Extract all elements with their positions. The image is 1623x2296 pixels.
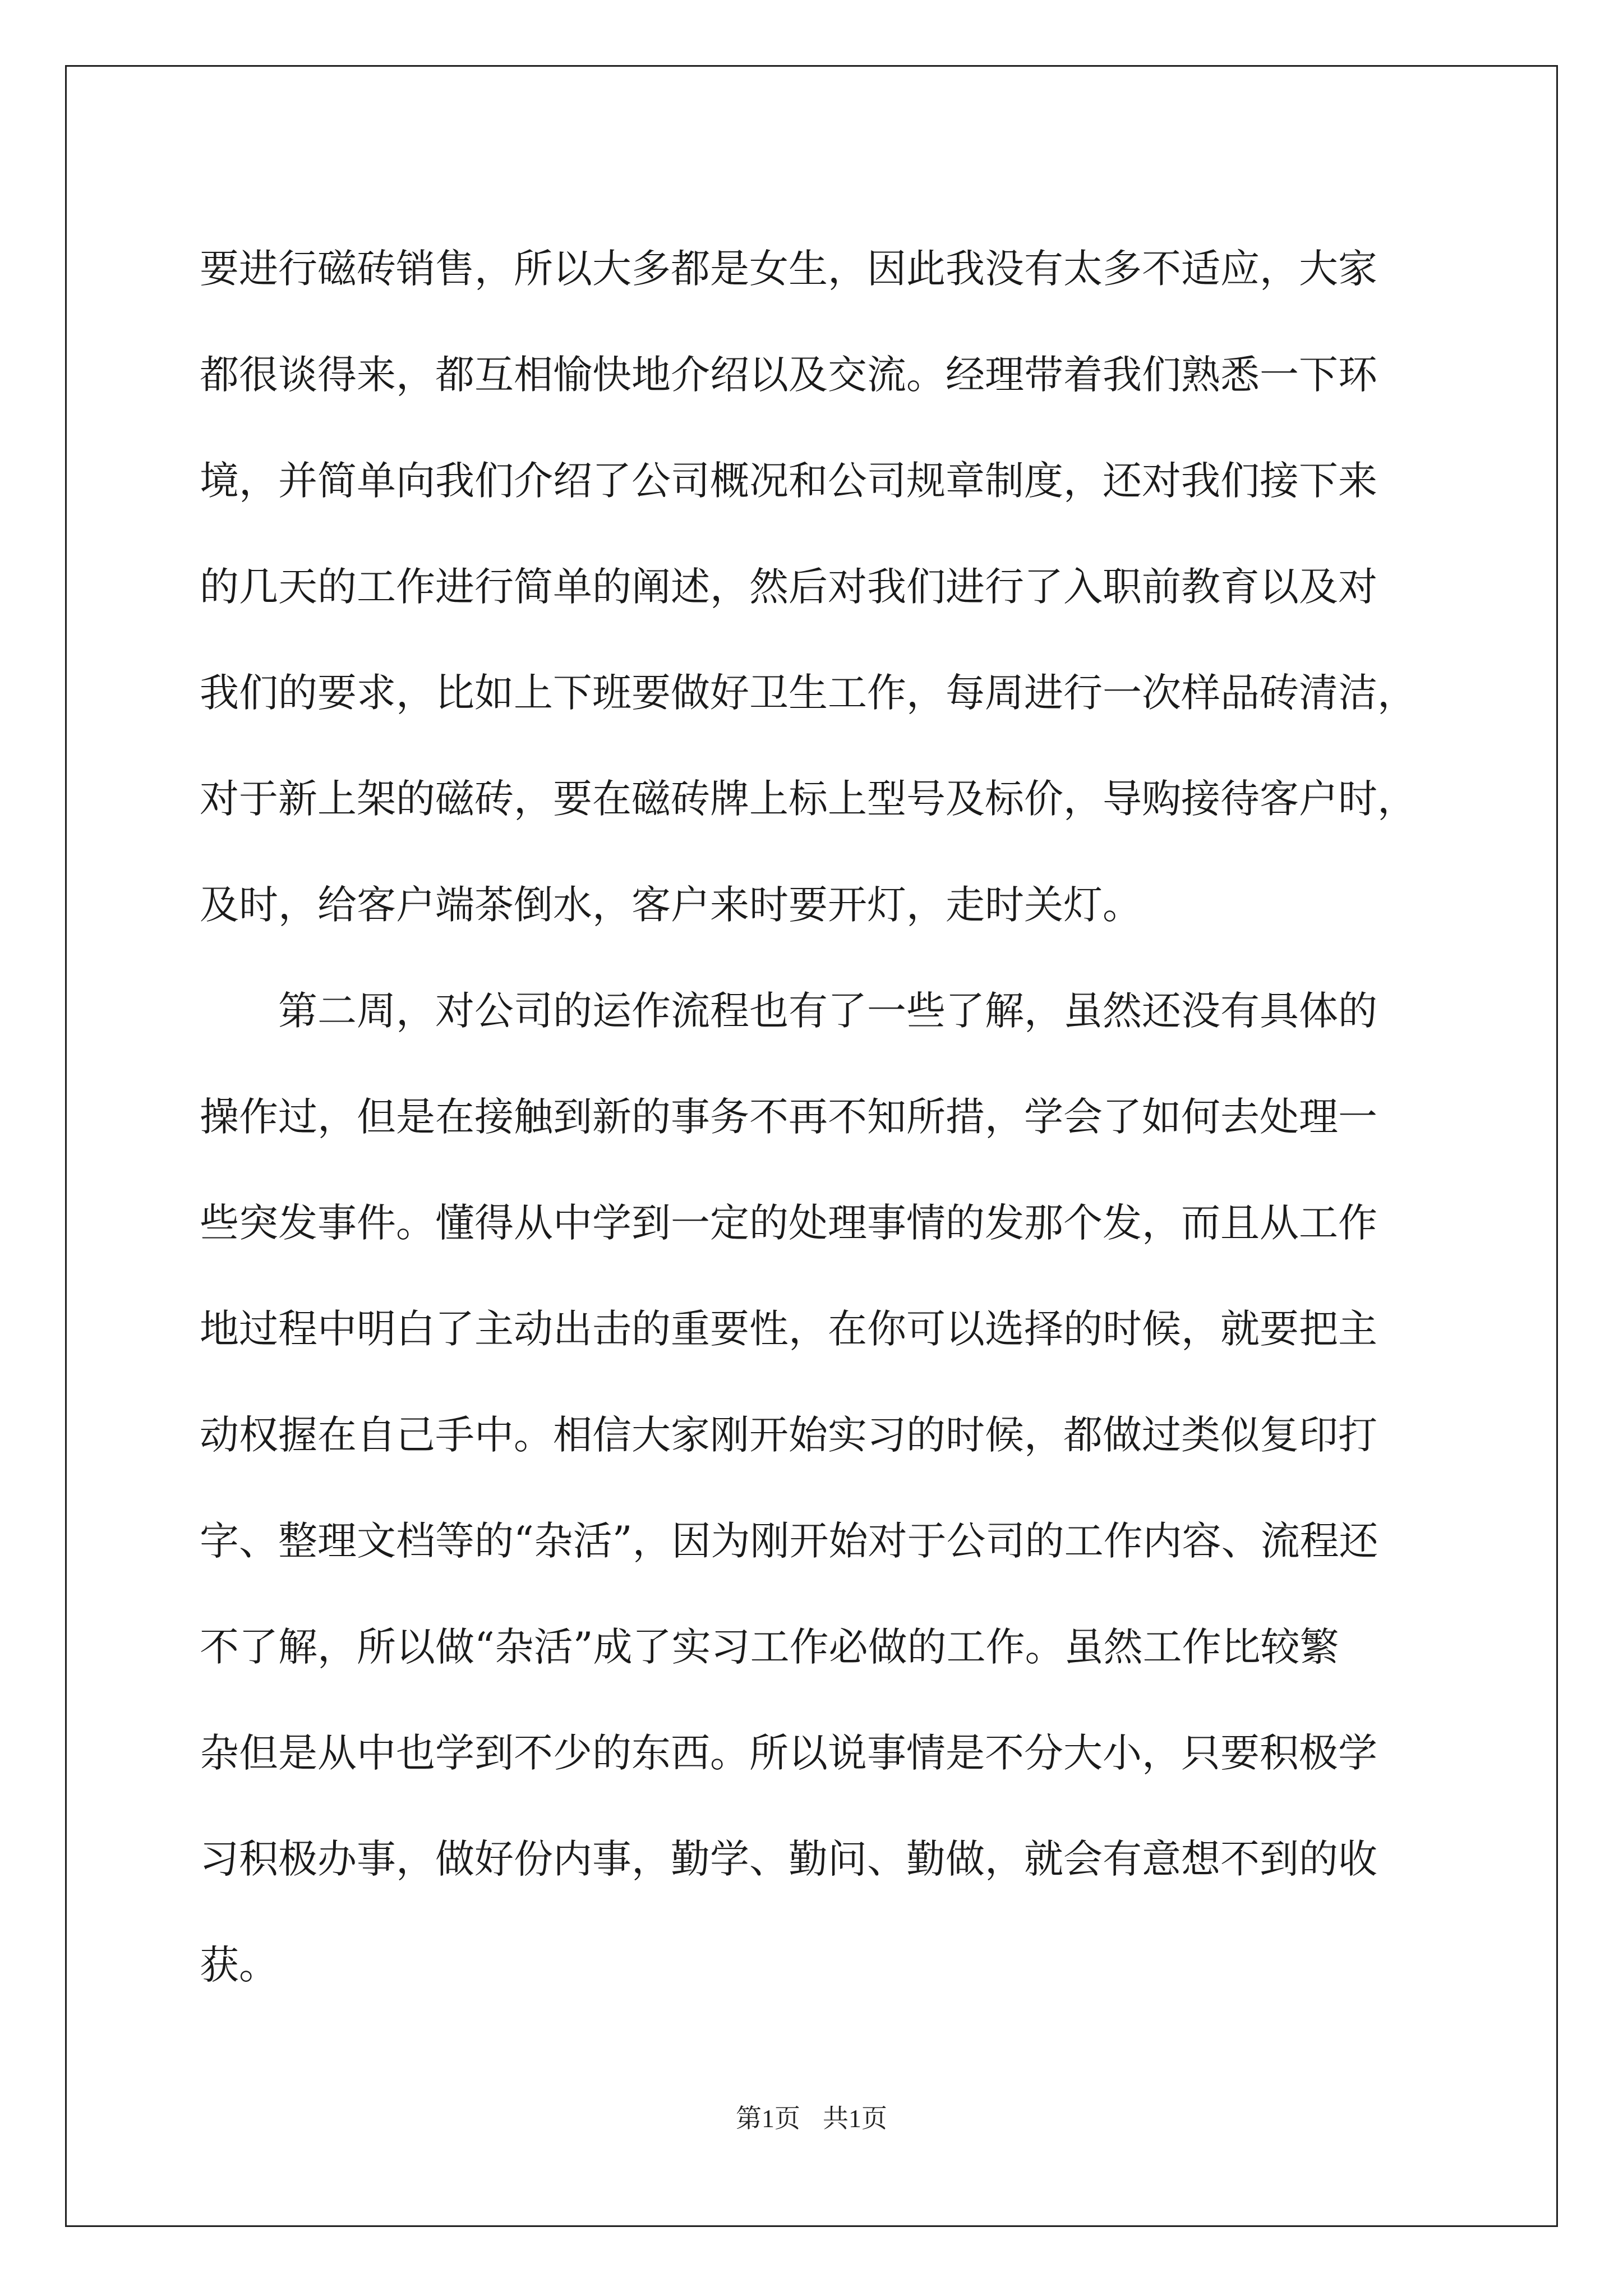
text-line: 动权握在自己手中。相信大家刚开始实习的时候，都做过类似复印打 — [200, 1412, 1377, 1458]
total-pages: 共1页 — [823, 2104, 887, 2133]
paragraph-1 — [200, 216, 1433, 958]
text-line: 第二周，对公司的运作流程也有了一些了解，虽然还没有具体的 — [278, 988, 1377, 1034]
document-body — [200, 216, 1433, 2018]
page-number: 第1页 — [736, 2104, 800, 2133]
text-line: 都很谈得来，都互相愉快地介绍以及交流。经理带着我们熟悉一下环 — [200, 352, 1377, 398]
text-line: 些突发事件。懂得从中学到一定的处理事情的发那个发，而且从工作 — [200, 1200, 1377, 1246]
text-line: 获。 — [200, 1942, 278, 1988]
text-line: 字、整理文档等的“杂活”，因为刚开始对于公司的工作内容、流程还 — [200, 1518, 1378, 1564]
text-line: 要进行磁砖销售，所以大多都是女生，因此我没有太多不适应，大家 — [200, 246, 1377, 292]
page-footer — [0, 2098, 1623, 2135]
text-line: 我们的要求，比如上下班要做好卫生工作，每周进行一次样品砖清洁， — [200, 670, 1417, 716]
text-line: 地过程中明白了主动出击的重要性，在你可以选择的时候，就要把主 — [200, 1306, 1377, 1352]
text-line: 对于新上架的磁砖，要在磁砖牌上标上型号及标价，导购接待客户时， — [200, 776, 1417, 822]
text-line: 不了解，所以做“杂活”成了实习工作必做的工作。虽然工作比较繁 — [200, 1624, 1339, 1670]
text-line: 操作过，但是在接触到新的事务不再不知所措，学会了如何去处理一 — [200, 1094, 1377, 1140]
text-line: 及时，给客户端茶倒水，客户来时要开灯，走时关灯。 — [200, 882, 1142, 928]
text-line: 的几天的工作进行简单的阐述，然后对我们进行了入职前教育以及对 — [200, 564, 1377, 610]
text-line: 杂但是从中也学到不少的东西。所以说事情是不分大小，只要积极学 — [200, 1730, 1377, 1776]
text-line: 境，并简单向我们介绍了公司概况和公司规章制度，还对我们接下来 — [200, 458, 1377, 504]
text-line: 习积极办事，做好份内事，勤学、勤问、勤做，就会有意想不到的收 — [200, 1836, 1377, 1882]
paragraph-2 — [200, 958, 1433, 2018]
